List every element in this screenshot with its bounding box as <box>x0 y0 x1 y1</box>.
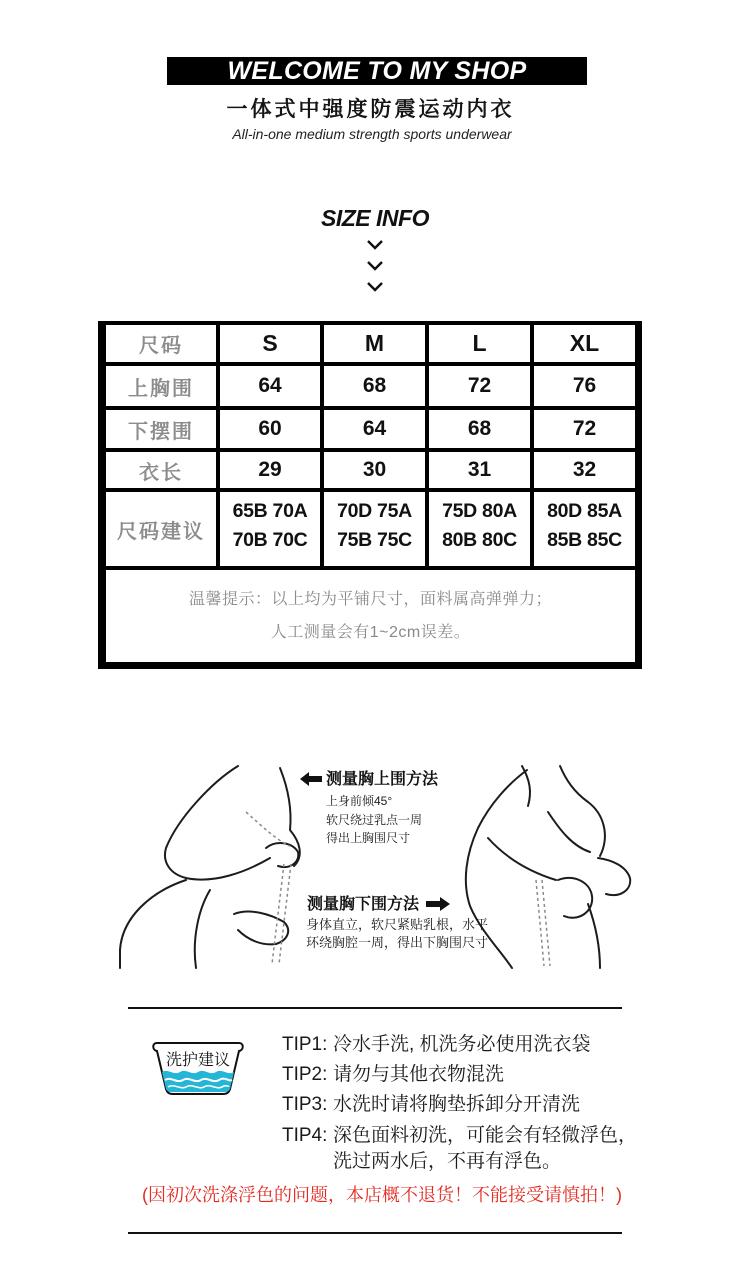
chevron-down-icon <box>366 260 384 272</box>
upper-bust-step: 上身前倾45° <box>326 794 393 808</box>
tip-label: TIP1: <box>282 1034 328 1055</box>
tip-text: 冷水手洗, 机洗务必使用洗衣袋 <box>333 1034 591 1055</box>
suggestion-line: 75D 80A <box>442 500 517 522</box>
size-info-title: SIZE INFO <box>321 205 429 231</box>
chevron-down-icon <box>366 239 384 251</box>
tip-text: 洗过两水后，不再有浮色。 <box>333 1151 562 1172</box>
left-figure-arm <box>165 766 270 880</box>
table-cell: 30 <box>324 452 425 488</box>
tip-label: TIP3: <box>282 1094 328 1115</box>
hanging-tape <box>272 864 284 964</box>
table-cell: 64 <box>324 410 425 448</box>
chevron-down-icon <box>366 281 384 293</box>
upper-bust-step: 软尺绕过乳点一周 <box>326 813 423 827</box>
care-badge-label: 洗护建议 <box>165 1052 230 1069</box>
row-label-hem: 下摆围 <box>106 410 216 448</box>
table-cell: 72 <box>429 366 530 406</box>
left-figure-lower-hand <box>234 912 288 945</box>
table-cell: 72 <box>534 410 635 448</box>
left-figure-chest-hand <box>266 843 298 867</box>
hanging-tape <box>279 864 291 964</box>
table-cell: 68 <box>324 366 425 406</box>
product-title-en: All-in-one medium strength sports underwear <box>232 126 512 142</box>
upper-bust-step: 得出上胸围尺寸 <box>326 831 411 845</box>
suggestion-line: 70B 70C <box>232 529 308 551</box>
size-note <box>106 570 635 662</box>
note-line: 人工测量会有1~2cm误差。 <box>270 624 471 641</box>
row-label-suggestion: 尺码建议 <box>106 492 216 566</box>
left-figure-back <box>120 880 186 968</box>
row-label-length: 衣长 <box>106 452 216 488</box>
tip-text: 请勿与其他衣物混洗 <box>333 1064 505 1085</box>
tip-label: TIP2: <box>282 1064 328 1085</box>
right-figure-hip <box>588 904 600 968</box>
suggestion-cell-l <box>429 492 530 566</box>
lower-bust-step: 身体直立，软尺紧贴乳根，水平 <box>306 917 489 932</box>
arrow-right-icon <box>426 897 450 911</box>
right-figure-right-hand <box>598 858 630 895</box>
lower-bust-method-title: 测量胸下围方法 <box>307 894 420 913</box>
right-figure-bust-line <box>548 812 590 852</box>
right-figure-arm <box>488 838 556 880</box>
table-cell: 32 <box>534 452 635 488</box>
left-figure-leg <box>195 890 210 968</box>
suggestion-line: 85B 85C <box>547 529 622 551</box>
suggestion-line: 80B 80C <box>442 529 517 551</box>
table-cell: 31 <box>429 452 530 488</box>
lower-bust-step: 环绕胸腔一周，得出下胸围尺寸 <box>306 935 489 950</box>
no-return-warning: (因初次洗涤浮色的问题，本店概不退货！不能接受请慎拍！) <box>142 1185 622 1205</box>
table-cell: 60 <box>220 410 320 448</box>
upper-tape <box>246 812 290 846</box>
size-header-xl: XL <box>534 325 635 362</box>
suggestion-line: 75B 75C <box>337 529 412 551</box>
size-table <box>98 321 642 669</box>
right-figure-left-hand <box>558 878 592 918</box>
table-cell: 68 <box>429 410 530 448</box>
divider <box>128 1007 622 1009</box>
size-header-m: M <box>324 325 425 362</box>
table-cell: 29 <box>220 452 320 488</box>
suggestion-line: 80D 85A <box>547 500 622 522</box>
size-header-s: S <box>220 325 320 362</box>
shop-banner: WELCOME TO MY SHOP <box>167 57 587 85</box>
size-header-l: L <box>429 325 530 362</box>
suggestion-cell-xl <box>534 492 635 566</box>
header-label: 尺码 <box>106 325 216 362</box>
table-cell: 64 <box>220 366 320 406</box>
tip-label: TIP4: <box>282 1125 328 1146</box>
upper-bust-method-title: 测量胸上围方法 <box>326 769 439 788</box>
tip-text: 水洗时请将胸垫拆卸分开清洗 <box>333 1094 581 1115</box>
suggestion-cell-m <box>324 492 425 566</box>
suggestion-cell-s <box>220 492 320 566</box>
suggestion-line: 65B 70A <box>232 500 308 522</box>
note-line: 温馨提示：以上均为平铺尺寸，面料属高弹弹力； <box>188 591 552 608</box>
divider <box>128 1232 622 1234</box>
table-cell: 76 <box>534 366 635 406</box>
tip-text: 深色面料初洗，可能会有轻微浮色， <box>333 1125 638 1146</box>
arrow-left-icon <box>300 772 322 786</box>
product-title-cn: 一体式中强度防震运动内衣 <box>226 98 515 121</box>
suggestion-line: 70D 75A <box>337 500 412 522</box>
right-figure-bust <box>560 766 605 856</box>
row-label-upper-bust: 上胸围 <box>106 366 216 406</box>
